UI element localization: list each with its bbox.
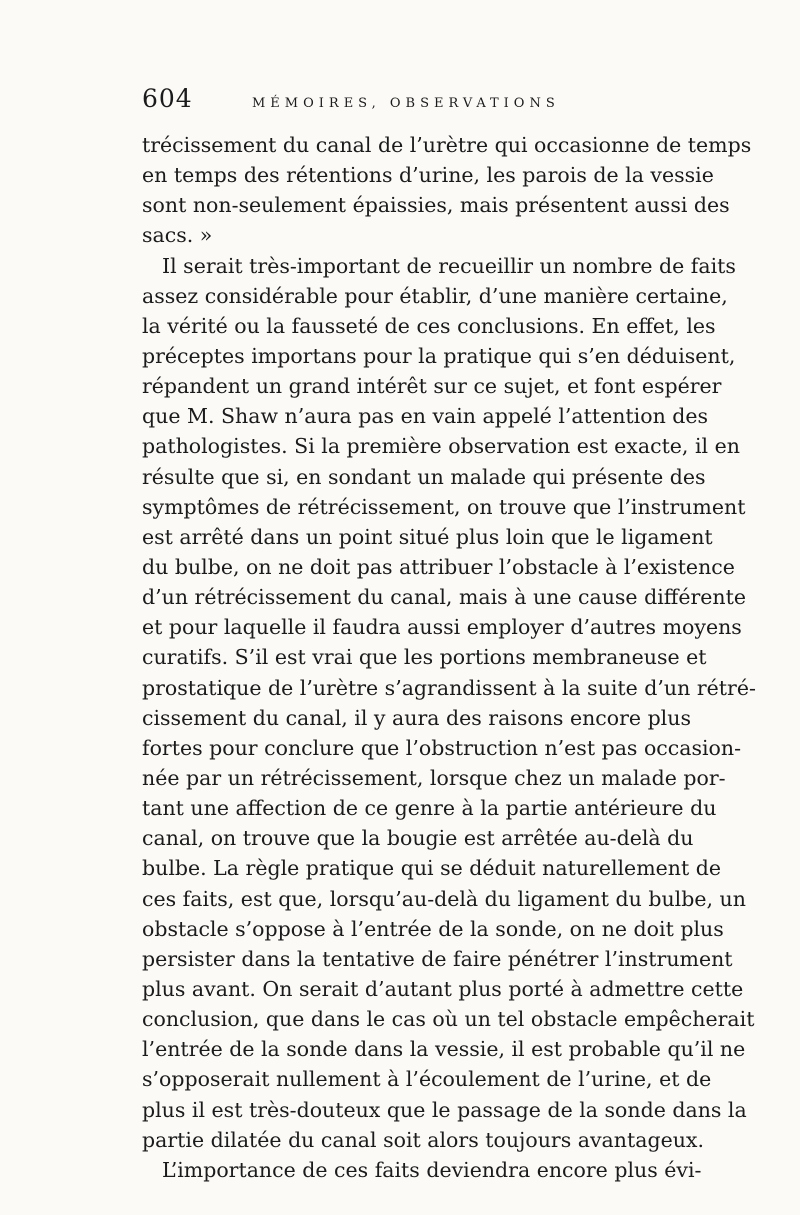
text-line: l’entrée de la sonde dans la vessie, il est probable qu’il ne [142,1037,746,1062]
text-line: pathologistes. Si la première observation est exacte, il en [142,434,740,459]
body-text [142,130,756,1185]
text-line: Il serait très-important de recueillir un nombre de faits [162,253,736,278]
text-line: s’opposerait nullement à l’écoulement de l’urine, et de [142,1067,712,1092]
text-line: la vérité ou la fausseté de ces conclusions. En effet, les [142,313,716,338]
text-line: persister dans la tentative de faire pénétrer l’instrument [142,946,733,971]
text-line: conclusion, que dans le cas où un tel obstacle empêcherait [142,1007,755,1032]
text-line: plus avant. On serait d’autant plus porté à admettre cette [142,976,744,1001]
text-line: symptômes de rétrécissement, on trouve que l’instrument [142,494,746,519]
text-line: répandent un grand intérêt sur ce sujet, et font espérer [142,374,722,399]
text-line: canal, on trouve que la bougie est arrêtée au-delà du [142,826,694,851]
text-line: ces faits, est que, lorsqu’au-delà du ligament du bulbe, un [142,886,746,911]
text-line: cissement du canal, il y aura des raisons encore plus [142,705,691,730]
text-line: plus il est très-douteux que le passage de la sonde dans la [142,1097,747,1122]
text-line: sont non-seulement épaissies, mais présentent aussi des [142,193,730,218]
text-line: fortes pour conclure que l’obstruction n’est pas occasion- [142,735,742,760]
text-line: assez considérable pour établir, d’une manière certaine, [142,283,728,308]
text-line: préceptes importans pour la pratique qui s’en déduisent, [142,343,736,368]
text-line: résulte que si, en sondant un malade qui présente des [142,464,706,489]
text-line: que M. Shaw n’aura pas en vain appelé l’attention des [142,404,709,429]
text-line: bulbe. La règle pratique qui se déduit naturellement de [142,856,721,881]
text-line: en temps des rétentions d’urine, les parois de la vessie [142,163,714,188]
text-line: partie dilatée du canal soit alors toujours avantageux. [142,1127,704,1152]
text-line: et pour laquelle il faudra aussi employer d’autres moyens [142,615,742,640]
text-line: L’importance de ces faits deviendra encore plus évi- [162,1157,702,1182]
text-line: trécissement du canal de l’urètre qui occasionne de temps [142,133,752,157]
text-line: obstacle s’oppose à l’entrée de la sonde, on ne doit plus [142,916,724,941]
text-line: prostatique de l’urètre s’agrandissent à la suite d’un rétré- [142,675,756,700]
text-line: née par un rétrécissement, lorsque chez un malade por- [142,765,726,790]
text-line: est arrêté dans un point situé plus loin que le ligament [142,524,713,549]
text-line: sacs. » [142,223,213,248]
running-head: MÉMOIRES, OBSERVATIONS [252,96,560,111]
text-line: curatifs. S’il est vrai que les portions membraneuse et [142,645,707,670]
text-line: d’un rétrécissement du canal, mais à une cause différente [142,585,746,610]
page-header [142,84,682,124]
text-line: du bulbe, on ne doit pas attribuer l’obstacle à l’existence [142,554,735,579]
text-line: tant une affection de ce genre à la partie antérieure du [142,796,717,821]
page-number: 604 [142,84,193,113]
